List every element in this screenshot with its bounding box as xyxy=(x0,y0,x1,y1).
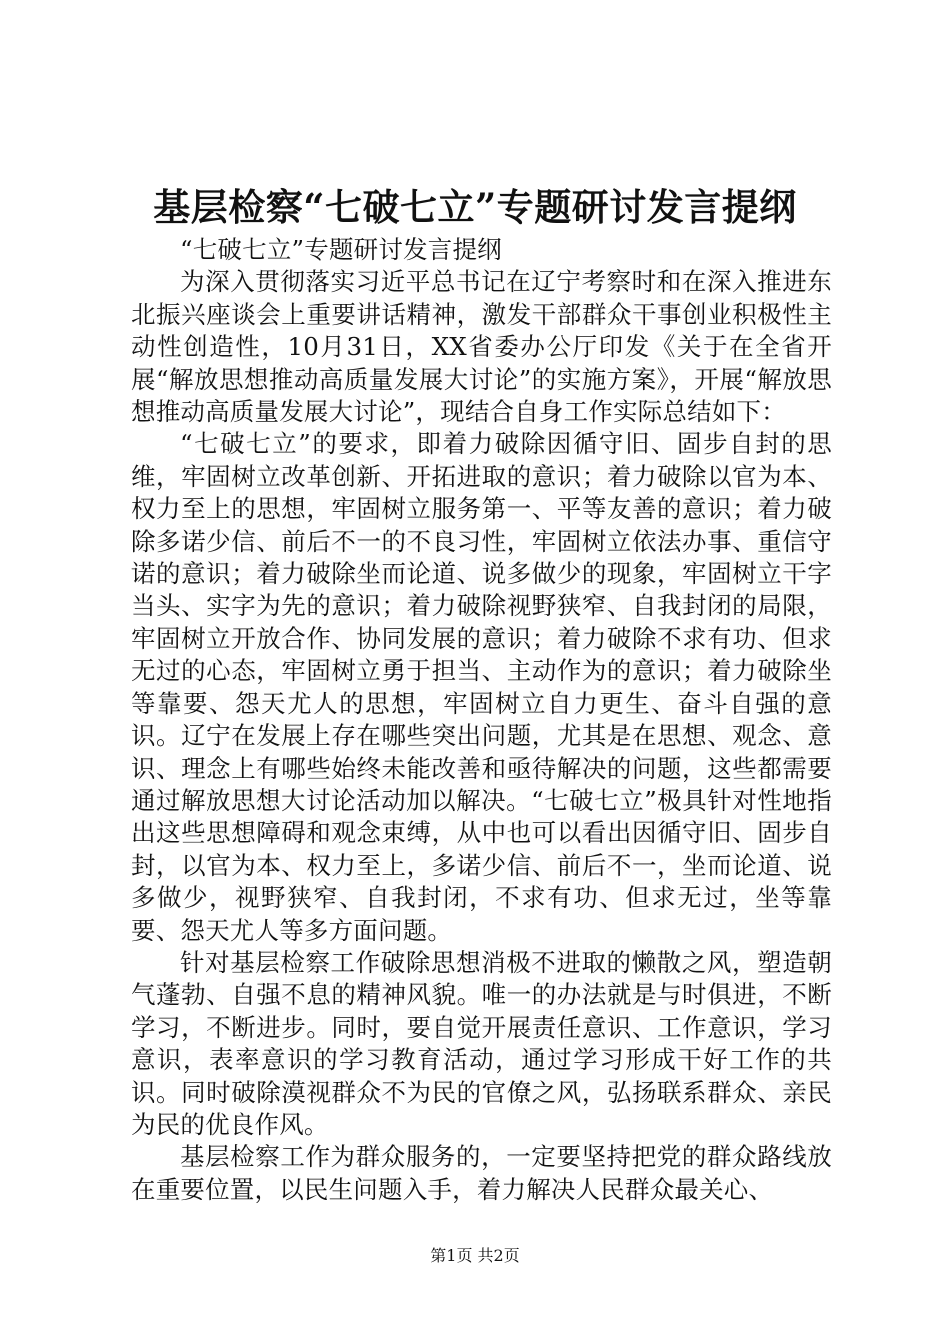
document-body xyxy=(131,234,832,1206)
page-number-footer: 第1页 共2页 xyxy=(430,1246,520,1265)
paragraph-subtitle: “七破七立”专题研讨发言提纲 xyxy=(180,235,502,264)
paragraph-grassroots-work: 针对基层检察工作破除思想消极不进取的懒散之风，塑造朝气蓬勃、自强不息的精神风貌。唯一的办法就是与时俱进，不断学习，不断进步。同时，要自觉开展责任意识、工作意识，学习意识，表率意识的学习教育活动，通过学习形成干好工作的共识。同时破除漠视群众不为民的官僚之风，弘扬联系群众、亲民为民的优良作风。 xyxy=(131,947,832,1139)
paragraph-intro: 为深入贯彻落实习近平总书记在辽宁考察时和在深入推进东北振兴座谈会上重要讲话精神，激发干部群众干事创业积极性主动性创造性，10月31日，XX省委办公厅印发《关于在全省开展“解放思想推动高质量发展大讨论”的实施方案》，开展“解放思想推动高质量发展大讨论”，现结合自身工作实际总结如下： xyxy=(131,267,832,427)
document-title: 基层检察“七破七立”专题研讨发言提纲 xyxy=(153,185,797,229)
paragraph-serve-masses: 基层检察工作为群众服务的，一定要坚持把党的群众路线放在重要位置，以民生问题入手，着力解决人民群众最关心、 xyxy=(131,1142,832,1204)
paragraph-seven-breaks: “七破七立”的要求，即着力破除因循守旧、固步自封的思维，牢固树立改革创新、开拓进取的意识；着力破除以官为本、权力至上的思想，牢固树立服务第一、平等友善的意识；着力破除多诺少信、前后不一的不良习性，牢固树立依法办事、重信守诺的意识；着力破除坐而论道、说多做少的现象，牢固树立干字当头、实字为先的意识；着力破除视野狭窄、自我封闭的局限，牢固树立开放合作、协同发展的意识；着力破除不求有功、但求无过的心态，牢固树立勇于担当、主动作为的意识；着力破除坐等靠要、怨天尤人的思想，牢固树立自力更生、奋斗自强的意识。辽宁在发展上存在哪些突出问题，尤其是在思想、观念、意识、理念上有哪些始终未能改善和亟待解决的问题，这些都需要通过解放思想大讨论活动加以解决。“七破七立”极具针对性地指出这些思想障碍和观念束缚，从中也可以看出因循守旧、固步自封，以官为本、权力至上，多诺少信、前后不一，坐而论道、说多做少，视野狭窄、自我封闭，不求有功、但求无过，坐等靠要、怨天尤人等多方面问题。 xyxy=(131,429,832,945)
